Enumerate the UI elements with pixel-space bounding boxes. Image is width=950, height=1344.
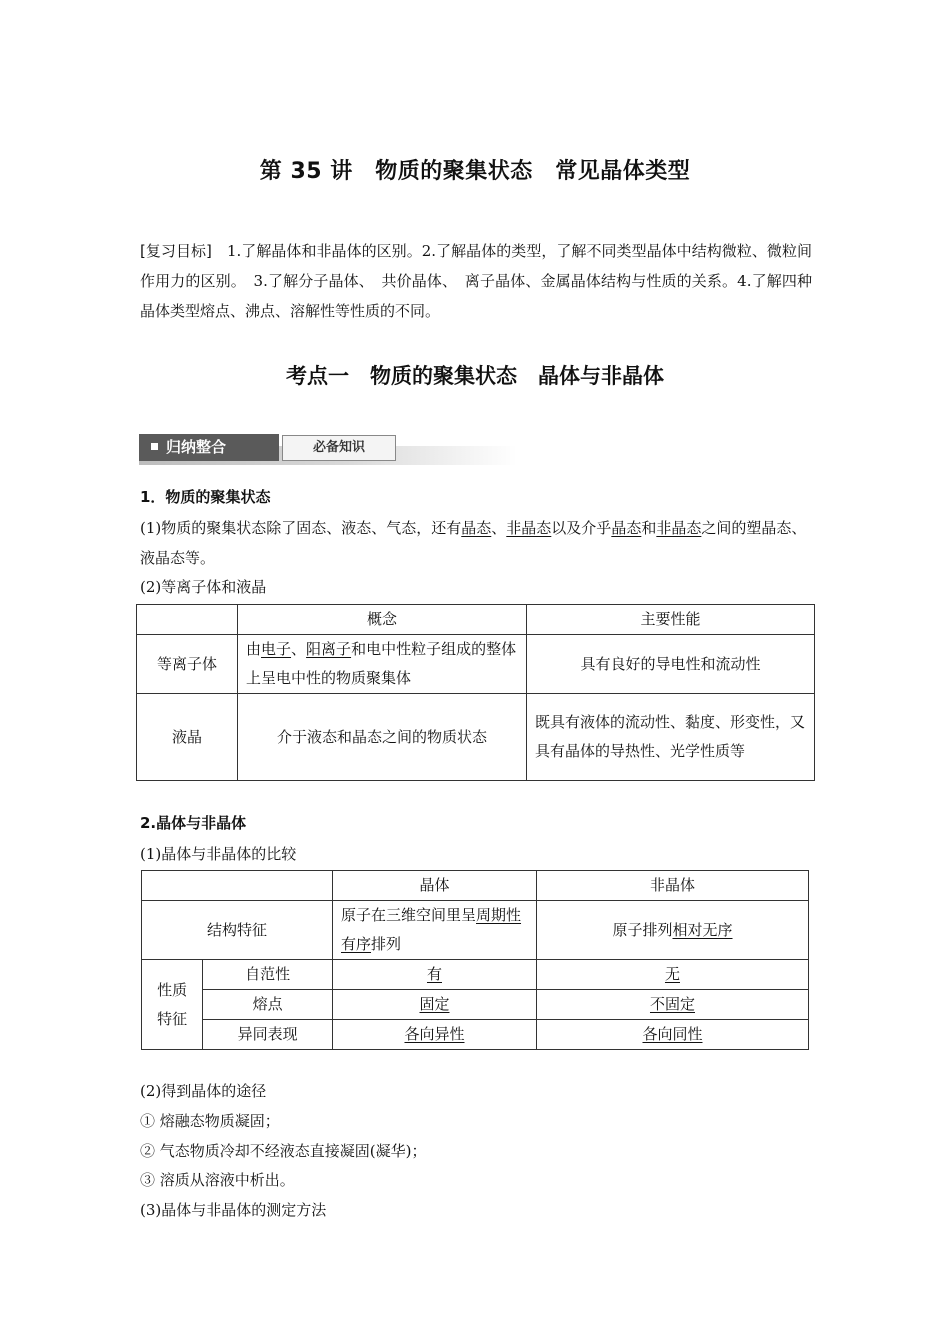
table-cell: 具有良好的导电性和流动性 — [527, 635, 815, 694]
table-row — [142, 901, 809, 960]
text-span: 之间的塑晶态、液晶态等。 — [140, 519, 807, 567]
underlined-term: 晶态 — [461, 519, 492, 537]
table-cell — [238, 635, 527, 694]
banner-dark-label: 归纳整合 — [166, 438, 227, 456]
part2-method-heading: (3)晶体与非晶体的测定方法 — [140, 1201, 327, 1219]
part2-subheading: (1)晶体与非晶体的比较 — [140, 845, 297, 863]
part1-paragraph — [140, 513, 812, 573]
table-cell — [537, 960, 809, 990]
list-item: ① 熔融态物质凝固； — [140, 1112, 280, 1130]
table-cell — [333, 960, 537, 990]
table-cell: 介于液态和晶态之间的物质状态 — [238, 694, 527, 781]
table-cell — [333, 1020, 537, 1050]
underlined-term: 固定 — [419, 995, 450, 1013]
table-cell: 液晶 — [137, 694, 238, 781]
review-goals-text: 1.了解晶体和非晶体的区别。2.了解晶体的类型，了解不同类型晶体中结构微粒、微粒间作用力的区别。 3.了解分子晶体、 共价晶体、 离子晶体、金属晶体结构与性质的关系。4.了解四种晶体类型熔点、沸点、溶解性等性质的不同。 — [140, 242, 812, 320]
text-span: (1)物质的聚集状态除了固态、液态、气态，还有 — [140, 519, 462, 537]
text-span: 、 — [291, 640, 307, 658]
text-span: 以及介乎 — [551, 519, 612, 537]
underlined-term: 非晶态 — [506, 519, 552, 537]
table-row — [142, 871, 809, 901]
part2-heading: 2.晶体与非晶体 — [140, 814, 247, 832]
banner-dark-tab — [139, 434, 279, 461]
part2-ways-heading: (2)得到晶体的途径 — [140, 1082, 267, 1100]
table-cell — [142, 960, 203, 1050]
list-item: ③ 溶质从溶液中析出。 — [140, 1171, 295, 1189]
review-goals — [140, 236, 812, 326]
table-header-cell: 主要性能 — [527, 605, 815, 635]
table-cell: 既具有液体的流动性、黏度、形变性，又具有晶体的导热性、光学性质等 — [527, 694, 815, 781]
text-span: 原子排列 — [612, 920, 673, 939]
underlined-term: 不固定 — [649, 995, 695, 1013]
table-cell: 自范性 — [203, 960, 333, 990]
table-header-cell: 概念 — [238, 605, 527, 635]
list-item: ② 气态物质冷却不经液态直接凝固(凝华)； — [140, 1142, 427, 1160]
underlined-term: 周期性有序 — [341, 906, 522, 953]
table-cell — [137, 605, 238, 635]
table-row — [137, 635, 815, 694]
text-span: 和电中性粒子组成的整体上呈电中性的物质聚集体 — [246, 640, 517, 687]
underlined-term: 电子 — [261, 640, 292, 658]
underlined-term: 无 — [664, 965, 680, 983]
text-span: 和 — [641, 519, 657, 537]
table-cell: 结构特征 — [142, 901, 333, 960]
property-group-label: 性质特征 — [157, 980, 188, 1028]
table-cell — [537, 990, 809, 1020]
table-cell — [333, 990, 537, 1020]
text-span: 排列 — [371, 935, 402, 953]
underlined-term: 相对无序 — [672, 920, 733, 939]
review-goals-label: [复习目标] — [140, 242, 212, 260]
table-row — [142, 1020, 809, 1050]
part1-heading: 1．物质的聚集状态 — [140, 488, 271, 506]
table-cell: 异同表现 — [203, 1020, 333, 1050]
table-row — [137, 694, 815, 781]
table-cell: 等离子体 — [137, 635, 238, 694]
underlined-term: 各向同性 — [642, 1025, 703, 1043]
plasma-liquid-crystal-table — [136, 604, 815, 781]
section-banner — [139, 434, 517, 466]
underlined-term: 非晶态 — [656, 519, 702, 537]
table-cell — [537, 1020, 809, 1050]
underlined-term: 晶态 — [611, 519, 642, 537]
table-header-cell: 非晶体 — [537, 871, 809, 901]
table-cell — [142, 871, 333, 901]
underlined-term: 各向异性 — [404, 1025, 465, 1043]
text-span: 由 — [246, 640, 262, 658]
table-row — [137, 605, 815, 635]
underlined-term: 有 — [426, 965, 442, 983]
table-header-cell: 晶体 — [333, 871, 537, 901]
text-span: 、 — [491, 519, 507, 537]
text-span: 原子在三维空间里呈 — [341, 906, 477, 924]
crystal-comparison-table — [141, 870, 809, 1050]
square-bullet-icon — [151, 443, 158, 450]
table-cell — [333, 901, 537, 960]
table-row — [142, 960, 809, 990]
table-cell: 熔点 — [203, 990, 333, 1020]
banner-light-tab: 必备知识 — [282, 435, 396, 461]
page-title: 第 35 讲 物质的聚集状态 常见晶体类型 — [259, 159, 691, 184]
table-cell — [537, 901, 809, 960]
section-title: 考点一 物质的聚集状态 晶体与非晶体 — [286, 364, 664, 388]
part1-subheading: (2)等离子体和液晶 — [140, 578, 267, 596]
table-row — [142, 990, 809, 1020]
underlined-term: 阳离子 — [306, 640, 352, 658]
